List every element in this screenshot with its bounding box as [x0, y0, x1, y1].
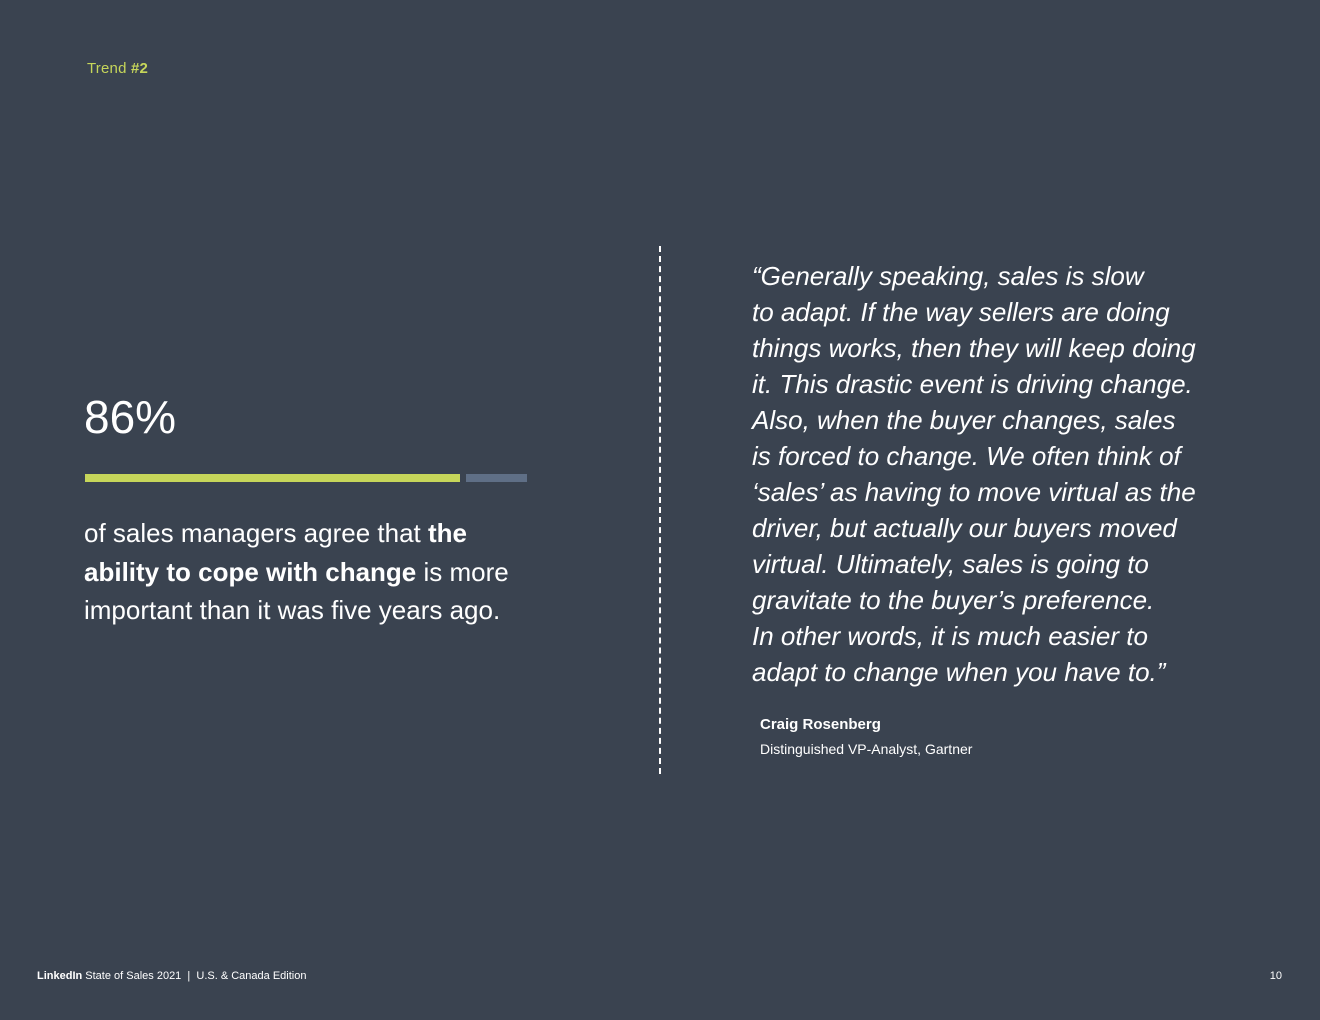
quote-line: is forced to change. We often think of — [752, 441, 1181, 471]
stat-description-before: of sales managers agree that — [84, 518, 428, 548]
quote-line: In other words, it is much easier to — [752, 621, 1148, 651]
stat-progress-bar — [85, 474, 527, 482]
quote-line: it. This drastic event is driving change. — [752, 369, 1193, 399]
trend-label — [87, 60, 148, 77]
quote-line: “Generally speaking, sales is slow — [752, 261, 1144, 291]
quote-line: ‘sales’ as having to move virtual as the — [752, 477, 1196, 507]
quote-line: gravitate to the buyer’s preference. — [752, 585, 1155, 615]
stat-description — [84, 514, 544, 630]
quote-line: driver, but actually our buyers moved — [752, 513, 1177, 543]
stat-value: 86% — [84, 391, 177, 443]
quote-line: to adapt. If the way sellers are doing — [752, 297, 1170, 327]
stat-progress-fill — [85, 474, 460, 482]
quote-line: things works, then they will keep doing — [752, 333, 1196, 363]
dashed-divider — [659, 246, 661, 774]
stat-description-after: is more important than it was five years ago. — [84, 556, 509, 625]
quote-author-name: Craig Rosenberg — [760, 716, 881, 733]
footer-publication-title: State of Sales 2021 | U.S. & Canada Edition — [82, 970, 307, 982]
stat-description-emphasis: the ability to cope with change — [84, 518, 467, 587]
footer-brand: LinkedIn — [37, 970, 83, 982]
quote-block — [752, 258, 1232, 690]
trend-number: #2 — [131, 60, 149, 77]
quote-line: Also, when the buyer changes, sales — [752, 405, 1176, 435]
quote-line: adapt to change when you have to.” — [752, 657, 1166, 687]
quote-author-title: Distinguished VP-Analyst, Gartner — [760, 741, 973, 757]
trend-label-text: Trend — [87, 60, 127, 77]
page-number: 10 — [1269, 970, 1282, 982]
footer-publication — [37, 970, 306, 982]
quote-line: virtual. Ultimately, sales is going to — [752, 549, 1149, 579]
stat-progress-remainder — [466, 474, 527, 482]
